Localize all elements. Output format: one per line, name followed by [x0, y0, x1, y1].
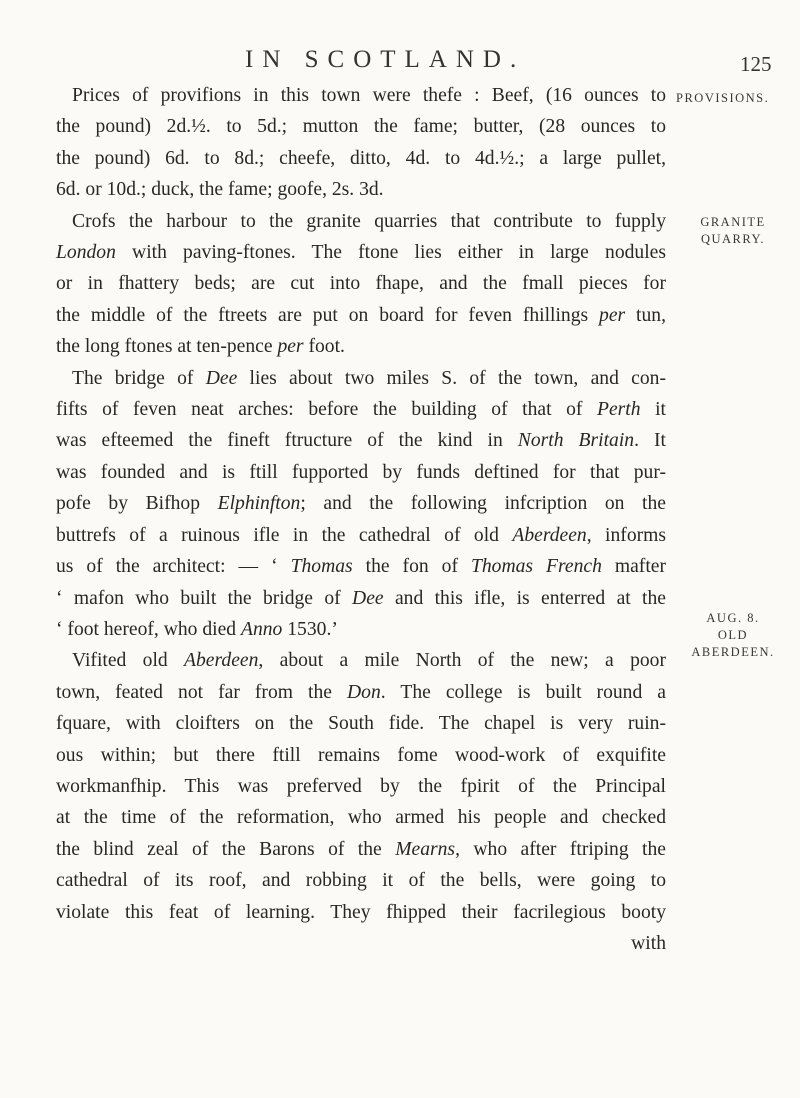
- margin-note-old-aberdeen: [678, 610, 788, 661]
- text-line: Crofs the harbour to the granite quarries that contribute to fupply: [72, 210, 666, 232]
- text-line: or in fhattery beds; are cut into fhape, and the fmall pieces for: [56, 273, 666, 295]
- margin-note-line: OLD: [717, 628, 749, 642]
- text-line: fifts of feven neat arches: before the building of that of Perth it: [56, 399, 666, 421]
- text-line: The bridge of Dee lies about two miles S. of the town, and con-: [72, 367, 666, 389]
- text-line: fquare, with cloifters on the South fide. The chapel is very ruin-: [56, 713, 666, 735]
- margin-note-provisions-text: PROVISIONS.: [676, 91, 770, 105]
- body-text: [56, 80, 666, 959]
- margin-note-provisions: [676, 90, 786, 107]
- text-line: at the time of the reformation, who armed his people and checked: [56, 807, 666, 829]
- text-line: violate this feat of learning. They fhipped their facrilegious booty: [56, 901, 666, 923]
- margin-note-granite-quarry: [678, 214, 788, 248]
- margin-note-line: GRANITE: [700, 215, 766, 229]
- text-line: London with paving-ftones. The ftone lies either in large nodules: [56, 242, 666, 264]
- text-line: the middle of the ftreets are put on board for feven fhillings per tun,: [56, 304, 666, 326]
- text-line: workmanfhip. This was preferved by the fpirit of the Principal: [56, 775, 666, 797]
- text-line: ous within; but there ftill remains fome wood-work of exquifite: [56, 744, 666, 766]
- text-line: the pound) 2d.½. to 5d.; mutton the fame; butter, (28 ounces to: [56, 116, 666, 138]
- text-line: buttrefs of a ruinous ifle in the cathedral of old Aberdeen, informs: [56, 524, 667, 546]
- page-number: 125: [740, 52, 772, 76]
- text-line: the pound) 6d. to 8d.; cheefe, ditto, 4d. to 4d.½.; a large pullet,: [56, 147, 666, 169]
- text-line: Vifited old Aberdeen, about a mile North of the new; a poor: [72, 650, 666, 672]
- margin-note-line: AUG. 8.: [706, 611, 760, 625]
- text-line: was founded and is ftill fupported by funds deftined for that pur-: [56, 461, 666, 483]
- text-line: ‘ mafon who built the bridge of Dee and this ifle, is enterred at the: [56, 587, 666, 609]
- text-line: was efteemed the fineft ftructure of the kind in North Britain. It: [56, 430, 666, 452]
- margin-note-line: QUARRY.: [700, 232, 766, 246]
- text-line: 6d. or 10d.; duck, the fame; goofe, 2s. 3d.: [56, 179, 384, 201]
- margin-note-line: ABERDEEN.: [691, 645, 775, 659]
- catchword: with: [631, 932, 666, 954]
- text-line: the blind zeal of the Barons of the Mearns, who after ftriping the: [56, 838, 666, 860]
- text-line: cathedral of its roof, and robbing it of the bells, were going to: [56, 870, 666, 892]
- text-line: pofe by Bifhop Elphinfton; and the following infcription on the: [56, 493, 666, 515]
- running-header: IN SCOTLAND.: [245, 46, 526, 73]
- text-line: the long ftones at ten-pence per foot.: [56, 336, 345, 358]
- text-line: us of the architect: — ‘ Thomas the fon of Thomas French mafter: [56, 556, 666, 578]
- text-line: Prices of provifions in this town were thefe : Beef, (16 ounces to: [72, 85, 666, 106]
- text-line: ‘ foot hereof, who died Anno 1530.’: [56, 618, 338, 640]
- text-line: town, feated not far from the Don. The college is built round a: [56, 681, 667, 703]
